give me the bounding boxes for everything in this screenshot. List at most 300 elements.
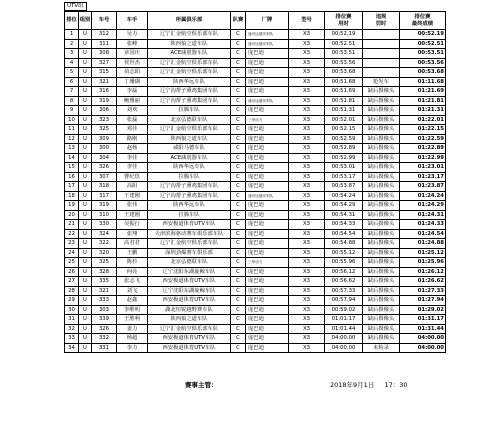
header-qual-time xyxy=(325,12,363,30)
cell-pos: 14 xyxy=(65,153,79,163)
cell-maker: 庞巴迪 xyxy=(246,49,289,59)
cell-pos: 21 xyxy=(65,220,79,230)
cell-model: X3 xyxy=(289,239,325,249)
cell-qual-time: 00:51.81 xyxy=(325,96,363,106)
table-row xyxy=(65,229,446,239)
table-body xyxy=(65,30,446,353)
cell-team: C xyxy=(231,324,246,334)
cell-pos: 16 xyxy=(65,172,79,182)
cell-qual-time: 00:53.17 xyxy=(325,172,363,182)
table-row xyxy=(65,49,446,59)
cell-qual-time: 00:53.68 xyxy=(325,68,363,78)
cell-penalty: 缺后摄像头 xyxy=(363,286,400,296)
cell-group: U xyxy=(79,248,92,258)
referee-label: 赛事主管： xyxy=(185,381,218,389)
cell-club: 辽宁沈阳东湖旋鲸车队 xyxy=(148,267,231,277)
cell-final: 01:31.17 xyxy=(400,315,446,325)
cell-group: U xyxy=(79,210,92,220)
cell-group: U xyxy=(79,315,92,325)
cell-final: 01:23.87 xyxy=(400,182,446,192)
cell-model: X3 xyxy=(289,49,325,59)
cell-penalty: 缺后摄像头 xyxy=(363,229,400,239)
cell-maker: 庞巴迪 xyxy=(246,106,289,116)
cell-club: 拉腾车队 xyxy=(148,172,231,182)
cell-pos: 17 xyxy=(65,182,79,192)
table-row xyxy=(65,315,446,325)
cell-penalty: 缺后摄像头 xyxy=(363,87,400,97)
cell-car: 339 xyxy=(92,315,117,325)
cell-penalty: 缺后摄像头 xyxy=(363,277,400,287)
table-row xyxy=(65,248,446,258)
cell-car: 325 xyxy=(92,258,117,268)
cell-driver: 曹纪玖 xyxy=(117,172,148,182)
cell-pos: 5 xyxy=(65,68,79,78)
cell-maker: 庞巴迪 xyxy=(246,125,289,135)
cell-driver: 张峰 xyxy=(117,39,148,49)
cell-driver: 王建刚 xyxy=(117,191,148,201)
cell-team: C xyxy=(231,277,246,287)
cell-pos: 15 xyxy=(65,163,79,173)
cell-model: X3 xyxy=(289,201,325,211)
cell-team: C xyxy=(231,125,246,135)
cell-car: 321 xyxy=(92,286,117,296)
table-row xyxy=(65,106,446,116)
cell-final: 01:21.69 xyxy=(400,87,446,97)
cell-final: 00:52.51 xyxy=(400,39,446,49)
cell-driver: 章国庆 xyxy=(117,49,148,59)
group-label: UTV组 xyxy=(64,2,87,11)
cell-final: 01:27.33 xyxy=(400,286,446,296)
header-final xyxy=(400,12,446,30)
cell-model: X3 xyxy=(289,115,325,125)
cell-penalty: 缺后摄像头 xyxy=(363,163,400,173)
cell-qual-time: 00:54.24 xyxy=(325,191,363,201)
cell-penalty: 缺后摄像头 xyxy=(363,182,400,192)
cell-maker: 速可达瑞安车队 xyxy=(246,96,289,106)
cell-final: 04:00.00 xyxy=(400,334,446,344)
cell-final: 01:23.01 xyxy=(400,163,446,173)
cell-model: X3 xyxy=(289,248,325,258)
cell-final: 01:22.99 xyxy=(400,153,446,163)
cell-team: C xyxy=(231,153,246,163)
cell-model: X3 xyxy=(289,296,325,306)
cell-driver: 李磊 xyxy=(117,87,148,97)
cell-pos: 9 xyxy=(65,106,79,116)
cell-car: 312 xyxy=(92,30,117,40)
cell-club: 天津滨海驱动赛车俱乐部车队 xyxy=(148,229,231,239)
cell-car: 331 xyxy=(92,343,117,353)
cell-qual-time: 00:51.31 xyxy=(325,106,363,116)
cell-final: 01:24.54 xyxy=(400,229,446,239)
cell-maker: 庞巴迪 xyxy=(246,248,289,258)
cell-final: 01:24.31 xyxy=(400,210,446,220)
cell-model: X3 xyxy=(289,87,325,97)
cell-maker: 三华动力 xyxy=(246,258,289,268)
cell-driver: 张翔 xyxy=(117,229,148,239)
cell-group: U xyxy=(79,305,92,315)
cell-club: 辽宁沟帮子熏鸡集团车队 xyxy=(148,182,231,192)
header-driver: 车手 xyxy=(117,12,148,30)
cell-car: 321 xyxy=(92,77,117,87)
cell-penalty: 抢发车 xyxy=(363,77,400,87)
cell-pos: 12 xyxy=(65,134,79,144)
table-row xyxy=(65,191,446,201)
cell-qual-time: 00:54.88 xyxy=(325,239,363,249)
cell-team: C xyxy=(231,115,246,125)
cell-pos: 25 xyxy=(65,258,79,268)
cell-club: 辽宁汇金航空俱乐部车队 xyxy=(148,239,231,249)
cell-club: 陕西狼之道车队 xyxy=(148,315,231,325)
cell-maker: 庞巴迪 xyxy=(246,144,289,154)
table-row xyxy=(65,239,446,249)
cell-driver: 姜力 xyxy=(117,324,148,334)
cell-group: U xyxy=(79,182,92,192)
cell-pos: 8 xyxy=(65,96,79,106)
cell-pos: 33 xyxy=(65,334,79,344)
cell-driver: 高君君 xyxy=(117,239,148,249)
cell-club: 辽宁汇金航空俱乐部车队 xyxy=(148,58,231,68)
cell-final: 00:53.51 xyxy=(400,49,446,59)
cell-pos: 18 xyxy=(65,191,79,201)
cell-team: C xyxy=(231,248,246,258)
header-maker: 厂牌 xyxy=(246,12,289,30)
cell-penalty: 缺后摄像头 xyxy=(363,210,400,220)
cell-maker: 庞巴迪 xyxy=(246,182,289,192)
cell-team: C xyxy=(231,343,246,353)
cell-group: U xyxy=(79,201,92,211)
header-car: 车号 xyxy=(92,12,117,30)
cell-car: 311 xyxy=(92,39,117,49)
cell-car: 319 xyxy=(92,201,117,211)
cell-final: 01:29.02 xyxy=(400,305,446,315)
cell-driver: 刘欢 xyxy=(117,106,148,116)
cell-model: X3 xyxy=(289,172,325,182)
cell-club: 辽宁沟帮子熏鸡集团车队 xyxy=(148,96,231,106)
cell-team: C xyxy=(231,163,246,173)
cell-model: X3 xyxy=(289,258,325,268)
table-row xyxy=(65,220,446,230)
cell-maker: 速可达瑞安车队 xyxy=(246,39,289,49)
cell-maker: 速可达瑞安车队 xyxy=(246,30,289,40)
cell-club: 湖北恒锐越野赛车队 xyxy=(148,305,231,315)
cell-maker: 庞巴迪 xyxy=(246,77,289,87)
cell-penalty: 未检录 xyxy=(363,343,400,353)
cell-group: U xyxy=(79,87,92,97)
table-row xyxy=(65,96,446,106)
cell-pos: 3 xyxy=(65,49,79,59)
cell-club: 西安极道体育UTV车队 xyxy=(148,220,231,230)
cell-driver: 刘飞 xyxy=(117,286,148,296)
cell-qual-time: 01:01.44 xyxy=(325,324,363,334)
cell-penalty: 缺后摄像头 xyxy=(363,106,400,116)
table-row xyxy=(65,58,446,68)
cell-driver: 李佳 xyxy=(117,153,148,163)
cell-penalty: 缺后摄像头 xyxy=(363,134,400,144)
cell-club: 辽宁汇金航空俱乐部车队 xyxy=(148,324,231,334)
cell-car: 303 xyxy=(92,305,117,315)
cell-qual-time: 00:52.15 xyxy=(325,125,363,135)
cell-final: 01:25.96 xyxy=(400,258,446,268)
cell-group: U xyxy=(79,191,92,201)
cell-team: C xyxy=(231,144,246,154)
cell-club: ACE减震器车队 xyxy=(148,153,231,163)
cell-team: C xyxy=(231,172,246,182)
cell-group: U xyxy=(79,134,92,144)
cell-group: U xyxy=(79,229,92,239)
referee-signature xyxy=(185,380,218,389)
cell-penalty: 缺后摄像头 xyxy=(363,153,400,163)
cell-penalty xyxy=(363,30,400,40)
cell-team: C xyxy=(231,68,246,78)
cell-qual-time: 00:54.33 xyxy=(325,220,363,230)
cell-team: C xyxy=(231,305,246,315)
cell-car: 316 xyxy=(92,87,117,97)
cell-team: C xyxy=(231,134,246,144)
table-row xyxy=(65,87,446,97)
cell-car: 319 xyxy=(92,96,117,106)
cell-club: 西安极道体育UTV车队 xyxy=(148,277,231,287)
cell-club: 辽宁沈阳东湖旋鲸车队 xyxy=(148,286,231,296)
cell-group: U xyxy=(79,30,92,40)
cell-qual-time: 00:54.54 xyxy=(325,229,363,239)
cell-qual-time: 00:53.56 xyxy=(325,58,363,68)
cell-team: C xyxy=(231,182,246,192)
cell-final: 01:23.17 xyxy=(400,172,446,182)
cell-team: C xyxy=(231,87,246,97)
cell-model: X3 xyxy=(289,125,325,135)
cell-group: U xyxy=(79,115,92,125)
table-row xyxy=(65,334,446,344)
cell-model: X3 xyxy=(289,343,325,353)
table-row xyxy=(65,343,446,353)
cell-maker: 庞巴迪 xyxy=(246,305,289,315)
cell-penalty: 缺后摄像头 xyxy=(363,191,400,201)
cell-team: C xyxy=(231,296,246,306)
table-row xyxy=(65,30,446,40)
cell-maker: 庞巴迪 xyxy=(246,229,289,239)
cell-group: U xyxy=(79,144,92,154)
cell-qual-time: 00:52.99 xyxy=(325,153,363,163)
cell-qual-time: 00:52.01 xyxy=(325,115,363,125)
cell-final: 01:31.44 xyxy=(400,324,446,334)
cell-pos: 10 xyxy=(65,115,79,125)
cell-group: U xyxy=(79,39,92,49)
cell-model: X3 xyxy=(289,58,325,68)
cell-group: U xyxy=(79,286,92,296)
cell-penalty xyxy=(363,58,400,68)
cell-car: 333 xyxy=(92,296,117,306)
cell-car: 309 xyxy=(92,134,117,144)
cell-driver: 邓佳 xyxy=(117,125,148,135)
cell-model: X3 xyxy=(289,220,325,230)
cell-driver: 张志飞 xyxy=(117,277,148,287)
cell-model: X3 xyxy=(289,96,325,106)
cell-pos: 4 xyxy=(65,58,79,68)
cell-qual-time: 00:51.68 xyxy=(325,77,363,87)
cell-team: C xyxy=(231,220,246,230)
cell-driver: 鲍雅丽 xyxy=(117,96,148,106)
cell-group: U xyxy=(79,343,92,353)
cell-car: 330 xyxy=(92,220,117,230)
cell-club: 拉腾车队 xyxy=(148,210,231,220)
cell-pos: 7 xyxy=(65,87,79,97)
cell-club: 陕西华远车队 xyxy=(148,77,231,87)
cell-group: U xyxy=(79,324,92,334)
header-penalty xyxy=(363,12,400,30)
cell-model: X3 xyxy=(289,106,325,116)
cell-penalty: 缺后摄像头 xyxy=(363,315,400,325)
cell-team: C xyxy=(231,191,246,201)
cell-model: X3 xyxy=(289,267,325,277)
cell-driver: 李维明 xyxy=(117,305,148,315)
header-pos: 排位 xyxy=(65,12,79,30)
cell-qual-time: 00:59.02 xyxy=(325,305,363,315)
cell-pos: 24 xyxy=(65,248,79,258)
cell-team: C xyxy=(231,267,246,277)
table-row xyxy=(65,267,446,277)
cell-final: 01:26.62 xyxy=(400,277,446,287)
cell-final: 00:53.56 xyxy=(400,58,446,68)
cell-maker: 庞巴迪 xyxy=(246,277,289,287)
cell-club: 深圳劲爆赛车俱乐部 xyxy=(148,248,231,258)
cell-pos: 27 xyxy=(65,277,79,287)
cell-model: X3 xyxy=(289,134,325,144)
table-row xyxy=(65,286,446,296)
cell-maker: 庞巴迪 xyxy=(246,153,289,163)
cell-club: 陕西华远车队 xyxy=(148,201,231,211)
cell-team: C xyxy=(231,96,246,106)
cell-group: U xyxy=(79,125,92,135)
cell-final: 01:11.68 xyxy=(400,77,446,87)
issue-date: 2018年9月1日 xyxy=(330,381,375,389)
cell-car: 307 xyxy=(92,172,117,182)
cell-group: U xyxy=(79,296,92,306)
cell-penalty: 缺后摄像头 xyxy=(363,220,400,230)
cell-maker: 庞巴迪 xyxy=(246,58,289,68)
table-row xyxy=(65,305,446,315)
cell-qual-time: 00:57.94 xyxy=(325,296,363,306)
cell-car: 326 xyxy=(92,324,117,334)
cell-group: U xyxy=(79,106,92,116)
cell-penalty: 缺后摄像头 xyxy=(363,96,400,106)
cell-driver: 赵鑫 xyxy=(117,296,148,306)
cell-qual-time: 00:55.12 xyxy=(325,248,363,258)
cell-final: 01:26.12 xyxy=(400,267,446,277)
header-club: 所属俱乐部 xyxy=(148,12,231,30)
table-row xyxy=(65,77,446,87)
cell-car: 317 xyxy=(92,191,117,201)
cell-pos: 30 xyxy=(65,305,79,315)
cell-model: X3 xyxy=(289,68,325,78)
cell-model: X3 xyxy=(289,305,325,315)
cell-final: 01:22.59 xyxy=(400,134,446,144)
cell-qual-time: 00:56.12 xyxy=(325,267,363,277)
cell-penalty: 缺后摄像头 xyxy=(363,201,400,211)
cell-qual-time: 00:53.51 xyxy=(325,49,363,59)
cell-model: X3 xyxy=(289,229,325,239)
cell-team: C xyxy=(231,315,246,325)
cell-maker: 庞巴迪 xyxy=(246,315,289,325)
cell-car: 315 xyxy=(92,68,117,78)
cell-club: 拉腾车队 xyxy=(148,106,231,116)
cell-maker: 庞巴迪 xyxy=(246,286,289,296)
cell-maker: 庞巴迪 xyxy=(246,201,289,211)
cell-qual-time: 00:56.62 xyxy=(325,277,363,287)
header-group: 组别 xyxy=(79,12,92,30)
cell-club: 西安极道体育UTV车队 xyxy=(148,296,231,306)
cell-team: C xyxy=(231,229,246,239)
cell-pos: 6 xyxy=(65,77,79,87)
cell-penalty: 缺后摄像头 xyxy=(363,334,400,344)
cell-car: 318 xyxy=(92,182,117,192)
cell-group: U xyxy=(79,49,92,59)
cell-group: U xyxy=(79,277,92,287)
cell-model: X3 xyxy=(289,144,325,154)
cell-group: U xyxy=(79,96,92,106)
table-row xyxy=(65,144,446,154)
cell-maker: 庞巴迪 xyxy=(246,210,289,220)
cell-car: 328 xyxy=(92,267,117,277)
cell-pos: 34 xyxy=(65,343,79,353)
cell-car: 332 xyxy=(92,334,117,344)
cell-qual-time: 00:52.89 xyxy=(325,144,363,154)
cell-car: 308 xyxy=(92,49,117,59)
cell-penalty xyxy=(363,49,400,59)
cell-final: 01:25.12 xyxy=(400,248,446,258)
cell-team: C xyxy=(231,77,246,87)
cell-pos: 20 xyxy=(65,210,79,220)
cell-qual-time: 00:53.87 xyxy=(325,182,363,192)
cell-model: X3 xyxy=(289,39,325,49)
cell-group: U xyxy=(79,267,92,277)
cell-club: 辽宁沟帮子熏鸡集团车队 xyxy=(148,87,231,97)
cell-driver: 吴力 xyxy=(117,30,148,40)
cell-maker: 庞巴迪 xyxy=(246,163,289,173)
cell-pos: 23 xyxy=(65,239,79,249)
cell-final: 01:21.81 xyxy=(400,96,446,106)
table-row xyxy=(65,324,446,334)
cell-final: 04:00.00 xyxy=(400,343,446,353)
cell-club: 北京弘德联车队 xyxy=(148,115,231,125)
cell-qual-time: 01:01.17 xyxy=(325,315,363,325)
cell-final: 01:22.89 xyxy=(400,144,446,154)
cell-group: U xyxy=(79,172,92,182)
cell-maker: 庞巴迪 xyxy=(246,267,289,277)
cell-final: 01:24.29 xyxy=(400,201,446,211)
cell-driver: 陈杉 xyxy=(117,258,148,268)
cell-model: X3 xyxy=(289,210,325,220)
cell-model: X3 xyxy=(289,315,325,325)
cell-club: 北京弘德联车队 xyxy=(148,258,231,268)
cell-model: X3 xyxy=(289,277,325,287)
cell-final: 01:21.31 xyxy=(400,106,446,116)
cell-car: 326 xyxy=(92,163,117,173)
cell-maker: 庞巴迪 xyxy=(246,324,289,334)
issue-datetime xyxy=(330,380,408,389)
cell-qual-time: 00:52.19 xyxy=(325,30,363,40)
cell-pos: 1 xyxy=(65,30,79,40)
cell-qual-time: 04:00.00 xyxy=(325,343,363,353)
table-row xyxy=(65,182,446,192)
cell-team: C xyxy=(231,210,246,220)
cell-team: C xyxy=(231,201,246,211)
cell-penalty: 缺后摄像头 xyxy=(363,296,400,306)
cell-qual-time: 00:55.96 xyxy=(325,258,363,268)
cell-maker: 庞巴迪 xyxy=(246,134,289,144)
cell-car: 310 xyxy=(92,210,117,220)
cell-group: U xyxy=(79,334,92,344)
cell-qual-time: 00:51.69 xyxy=(325,87,363,97)
